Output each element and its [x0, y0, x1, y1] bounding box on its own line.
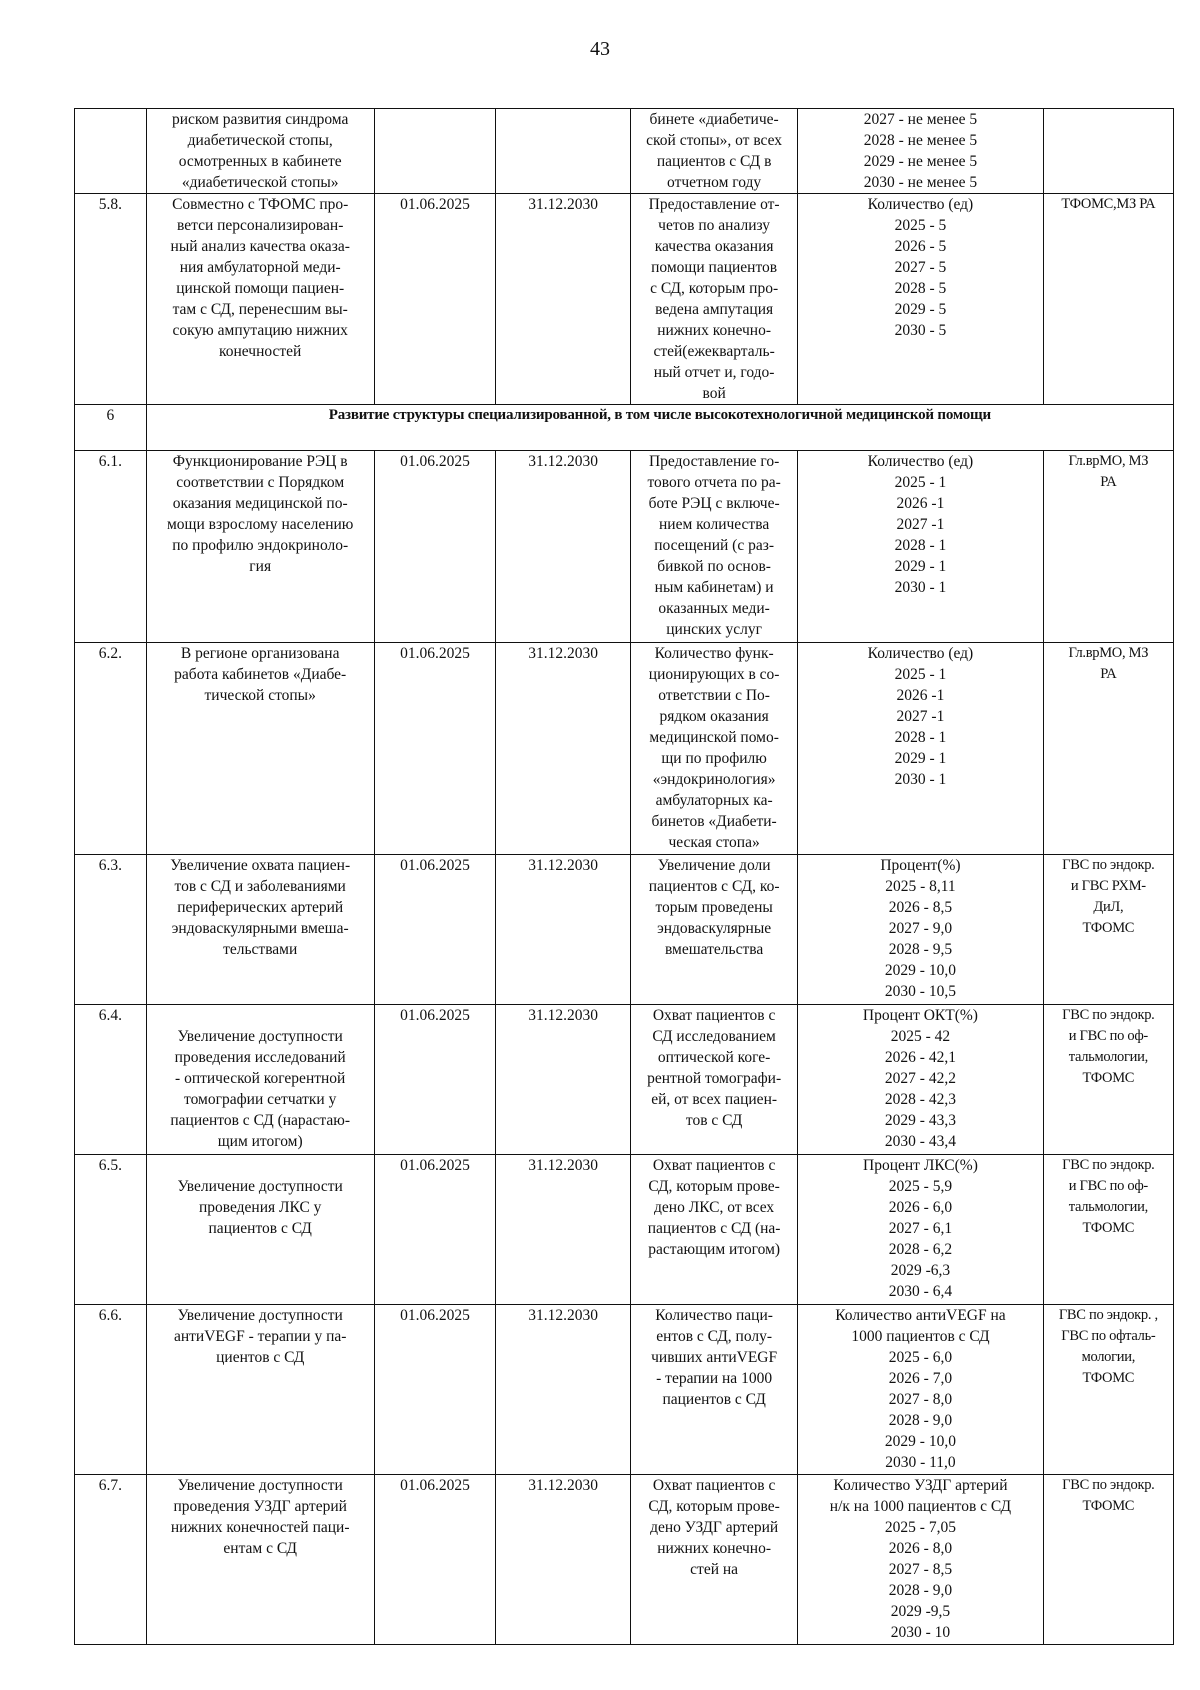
end-date-cell: 31.12.2030 [496, 1305, 631, 1475]
start-date-cell: 01.06.2025 [374, 1475, 496, 1645]
indicator-cell: Количество (ед) 2025 - 1 2026 -1 2027 -1 2028 - 1 2029 - 1 2030 - 1 [798, 451, 1043, 643]
table-row [75, 1005, 1174, 1155]
row-number-cell: 5.8. [75, 194, 147, 405]
event-cell: Увеличение доступности проведения исследований - оптической когерентной томографии сетчатки у пациентов с СД (нарастаю- щим итогом) [146, 1005, 374, 1155]
section-number-cell: 6 [75, 405, 147, 451]
table-row [75, 109, 1174, 194]
responsible-cell: ГВС по эндокр. , ГВС по офталь- мологии, ТФОМС [1043, 1305, 1173, 1475]
section-title: Развитие структуры специализированной, в том числе высокотехнологичной медицинской помощи [146, 405, 1173, 451]
indicator-cell: Количество (ед) 2025 - 5 2026 - 5 2027 - 5 2028 - 5 2029 - 5 2030 - 5 [798, 194, 1043, 405]
section-row [75, 405, 1174, 451]
end-date-cell: 31.12.2030 [496, 1005, 631, 1155]
end-date-cell: 31.12.2030 [496, 643, 631, 855]
indicator-cell: Процент(%) 2025 - 8,11 2026 - 8,5 2027 - 9,0 2028 - 9,5 2029 - 10,0 2030 - 10,5 [798, 855, 1043, 1005]
plan-table [74, 108, 1174, 1645]
row-number-cell: 6.7. [75, 1475, 147, 1645]
start-date-cell: 01.06.2025 [374, 194, 496, 405]
start-date-cell [374, 109, 496, 194]
end-date-cell: 31.12.2030 [496, 855, 631, 1005]
result-cell: Охват пациентов с СД, которым прове- дено УЗДГ артерий нижних конечно- стей на [631, 1475, 798, 1645]
result-cell: Охват пациентов с СД, которым прове- дено ЛКС, от всех пациентов с СД (на- растающим итогом) [631, 1155, 798, 1305]
row-number-cell: 6.3. [75, 855, 147, 1005]
end-date-cell [496, 109, 631, 194]
page-number: 43 [590, 38, 610, 60]
indicator-cell: Процент ЛКС(%) 2025 - 5,9 2026 - 6,0 2027 - 6,1 2028 - 6,2 2029 -6,3 2030 - 6,4 [798, 1155, 1043, 1305]
end-date-cell: 31.12.2030 [496, 194, 631, 405]
table-row [75, 1155, 1174, 1305]
responsible-cell: Гл.врМО, МЗ РА [1043, 451, 1173, 643]
responsible-cell: ГВС по эндокр. и ГВС РХМ- ДиЛ, ТФОМС [1043, 855, 1173, 1005]
table-row [75, 855, 1174, 1005]
table-row [75, 643, 1174, 855]
responsible-cell: Гл.врМО, МЗ РА [1043, 643, 1173, 855]
result-cell: Количество паци- ентов с СД, полу- чивших антиVEGF - терапии на 1000 пациентов с СД [631, 1305, 798, 1475]
row-number-cell: 6.2. [75, 643, 147, 855]
responsible-cell: ГВС по эндокр. и ГВС по оф- тальмологии, ТФОМС [1043, 1005, 1173, 1155]
result-cell: Предоставление от- четов по анализу качества оказания помощи пациентов с СД, которым про- ведена ампутация нижних конечно- стей(ежекварталь- ный отчет и, годо- вой [631, 194, 798, 405]
table-row [75, 194, 1174, 405]
start-date-cell: 01.06.2025 [374, 1305, 496, 1475]
responsible-cell: ГВС по эндокр. и ГВС по оф- тальмологии, ТФОМС [1043, 1155, 1173, 1305]
start-date-cell: 01.06.2025 [374, 451, 496, 643]
result-cell: Увеличение доли пациентов с СД, ко- торым проведены эндоваскулярные вмешательства [631, 855, 798, 1005]
event-cell: риском развития синдрома диабетической стопы, осмотренных в кабинете «диабетической стопы» [146, 109, 374, 194]
result-cell: Охват пациентов с СД исследованием оптической коге- рентной томографи- ей, от всех пациен- тов с СД [631, 1005, 798, 1155]
event-cell: Функционирование РЭЦ в соответствии с Порядком оказания медицинской по- мощи взрослому населению по профилю эндокриноло- гия [146, 451, 374, 643]
responsible-cell: ТФОМС,МЗ РА [1043, 194, 1173, 405]
event-cell: Увеличение охвата пациен- тов с СД и заболеваниями периферических артерий эндоваскулярными вмеша- тельствами [146, 855, 374, 1005]
indicator-cell: 2027 - не менее 5 2028 - не менее 5 2029 - не менее 5 2030 - не менее 5 [798, 109, 1043, 194]
indicator-cell: Процент ОКТ(%) 2025 - 42 2026 - 42,1 2027 - 42,2 2028 - 42,3 2029 - 43,3 2030 - 43,4 [798, 1005, 1043, 1155]
end-date-cell: 31.12.2030 [496, 451, 631, 643]
indicator-cell: Количество антиVEGF на 1000 пациентов с СД 2025 - 6,0 2026 - 7,0 2027 - 8,0 2028 - 9,0 2029 - 10,0 2030 - 11,0 [798, 1305, 1043, 1475]
result-cell: бинете «диабетиче- ской стопы», от всех пациентов с СД в отчетном году [631, 109, 798, 194]
result-cell: Предоставление го- тового отчета по ра- боте РЭЦ с включе- нием количества посещений (с раз- бивкой по основ- ным кабинетам) и оказанных меди- цинских услуг [631, 451, 798, 643]
event-cell: Увеличение доступности проведения УЗДГ артерий нижних конечностей паци- ентам с СД [146, 1475, 374, 1645]
row-number-cell: 6.1. [75, 451, 147, 643]
event-cell: Увеличение доступности проведения ЛКС у пациентов с СД [146, 1155, 374, 1305]
result-cell: Количество функ- ционирующих в со- ответствии с По- рядком оказания медицинской помо- щи по профилю «эндокринология» амбулаторных ка- бинетов «Диабети- ческая стопа» [631, 643, 798, 855]
start-date-cell: 01.06.2025 [374, 855, 496, 1005]
event-cell: Совместно с ТФОМС про- ветси персонализирован- ный анализ качества оказа- ния амбулаторной меди- цинской помощи пациен- там с СД, перенесшим вы- сокую ампутацию нижних конечностей [146, 194, 374, 405]
row-number-cell [75, 109, 147, 194]
table-row [75, 451, 1174, 643]
start-date-cell: 01.06.2025 [374, 643, 496, 855]
end-date-cell: 31.12.2030 [496, 1155, 631, 1305]
indicator-cell: Количество УЗДГ артерий н/к на 1000 пациентов с СД 2025 - 7,05 2026 - 8,0 2027 - 8,5 2028 - 9,0 2029 -9,5 2030 - 10 [798, 1475, 1043, 1645]
event-cell: В регионе организована работа кабинетов «Диабе- тической стопы» [146, 643, 374, 855]
row-number-cell: 6.5. [75, 1155, 147, 1305]
responsible-cell [1043, 109, 1173, 194]
indicator-cell: Количество (ед) 2025 - 1 2026 -1 2027 -1 2028 - 1 2029 - 1 2030 - 1 [798, 643, 1043, 855]
table-row [75, 1475, 1174, 1645]
table-row [75, 1305, 1174, 1475]
event-cell: Увеличение доступности антиVEGF - терапии у па- циентов с СД [146, 1305, 374, 1475]
start-date-cell: 01.06.2025 [374, 1155, 496, 1305]
start-date-cell: 01.06.2025 [374, 1005, 496, 1155]
plan-table-body [75, 109, 1174, 1645]
row-number-cell: 6.6. [75, 1305, 147, 1475]
end-date-cell: 31.12.2030 [496, 1475, 631, 1645]
responsible-cell: ГВС по эндокр. ТФОМС [1043, 1475, 1173, 1645]
row-number-cell: 6.4. [75, 1005, 147, 1155]
